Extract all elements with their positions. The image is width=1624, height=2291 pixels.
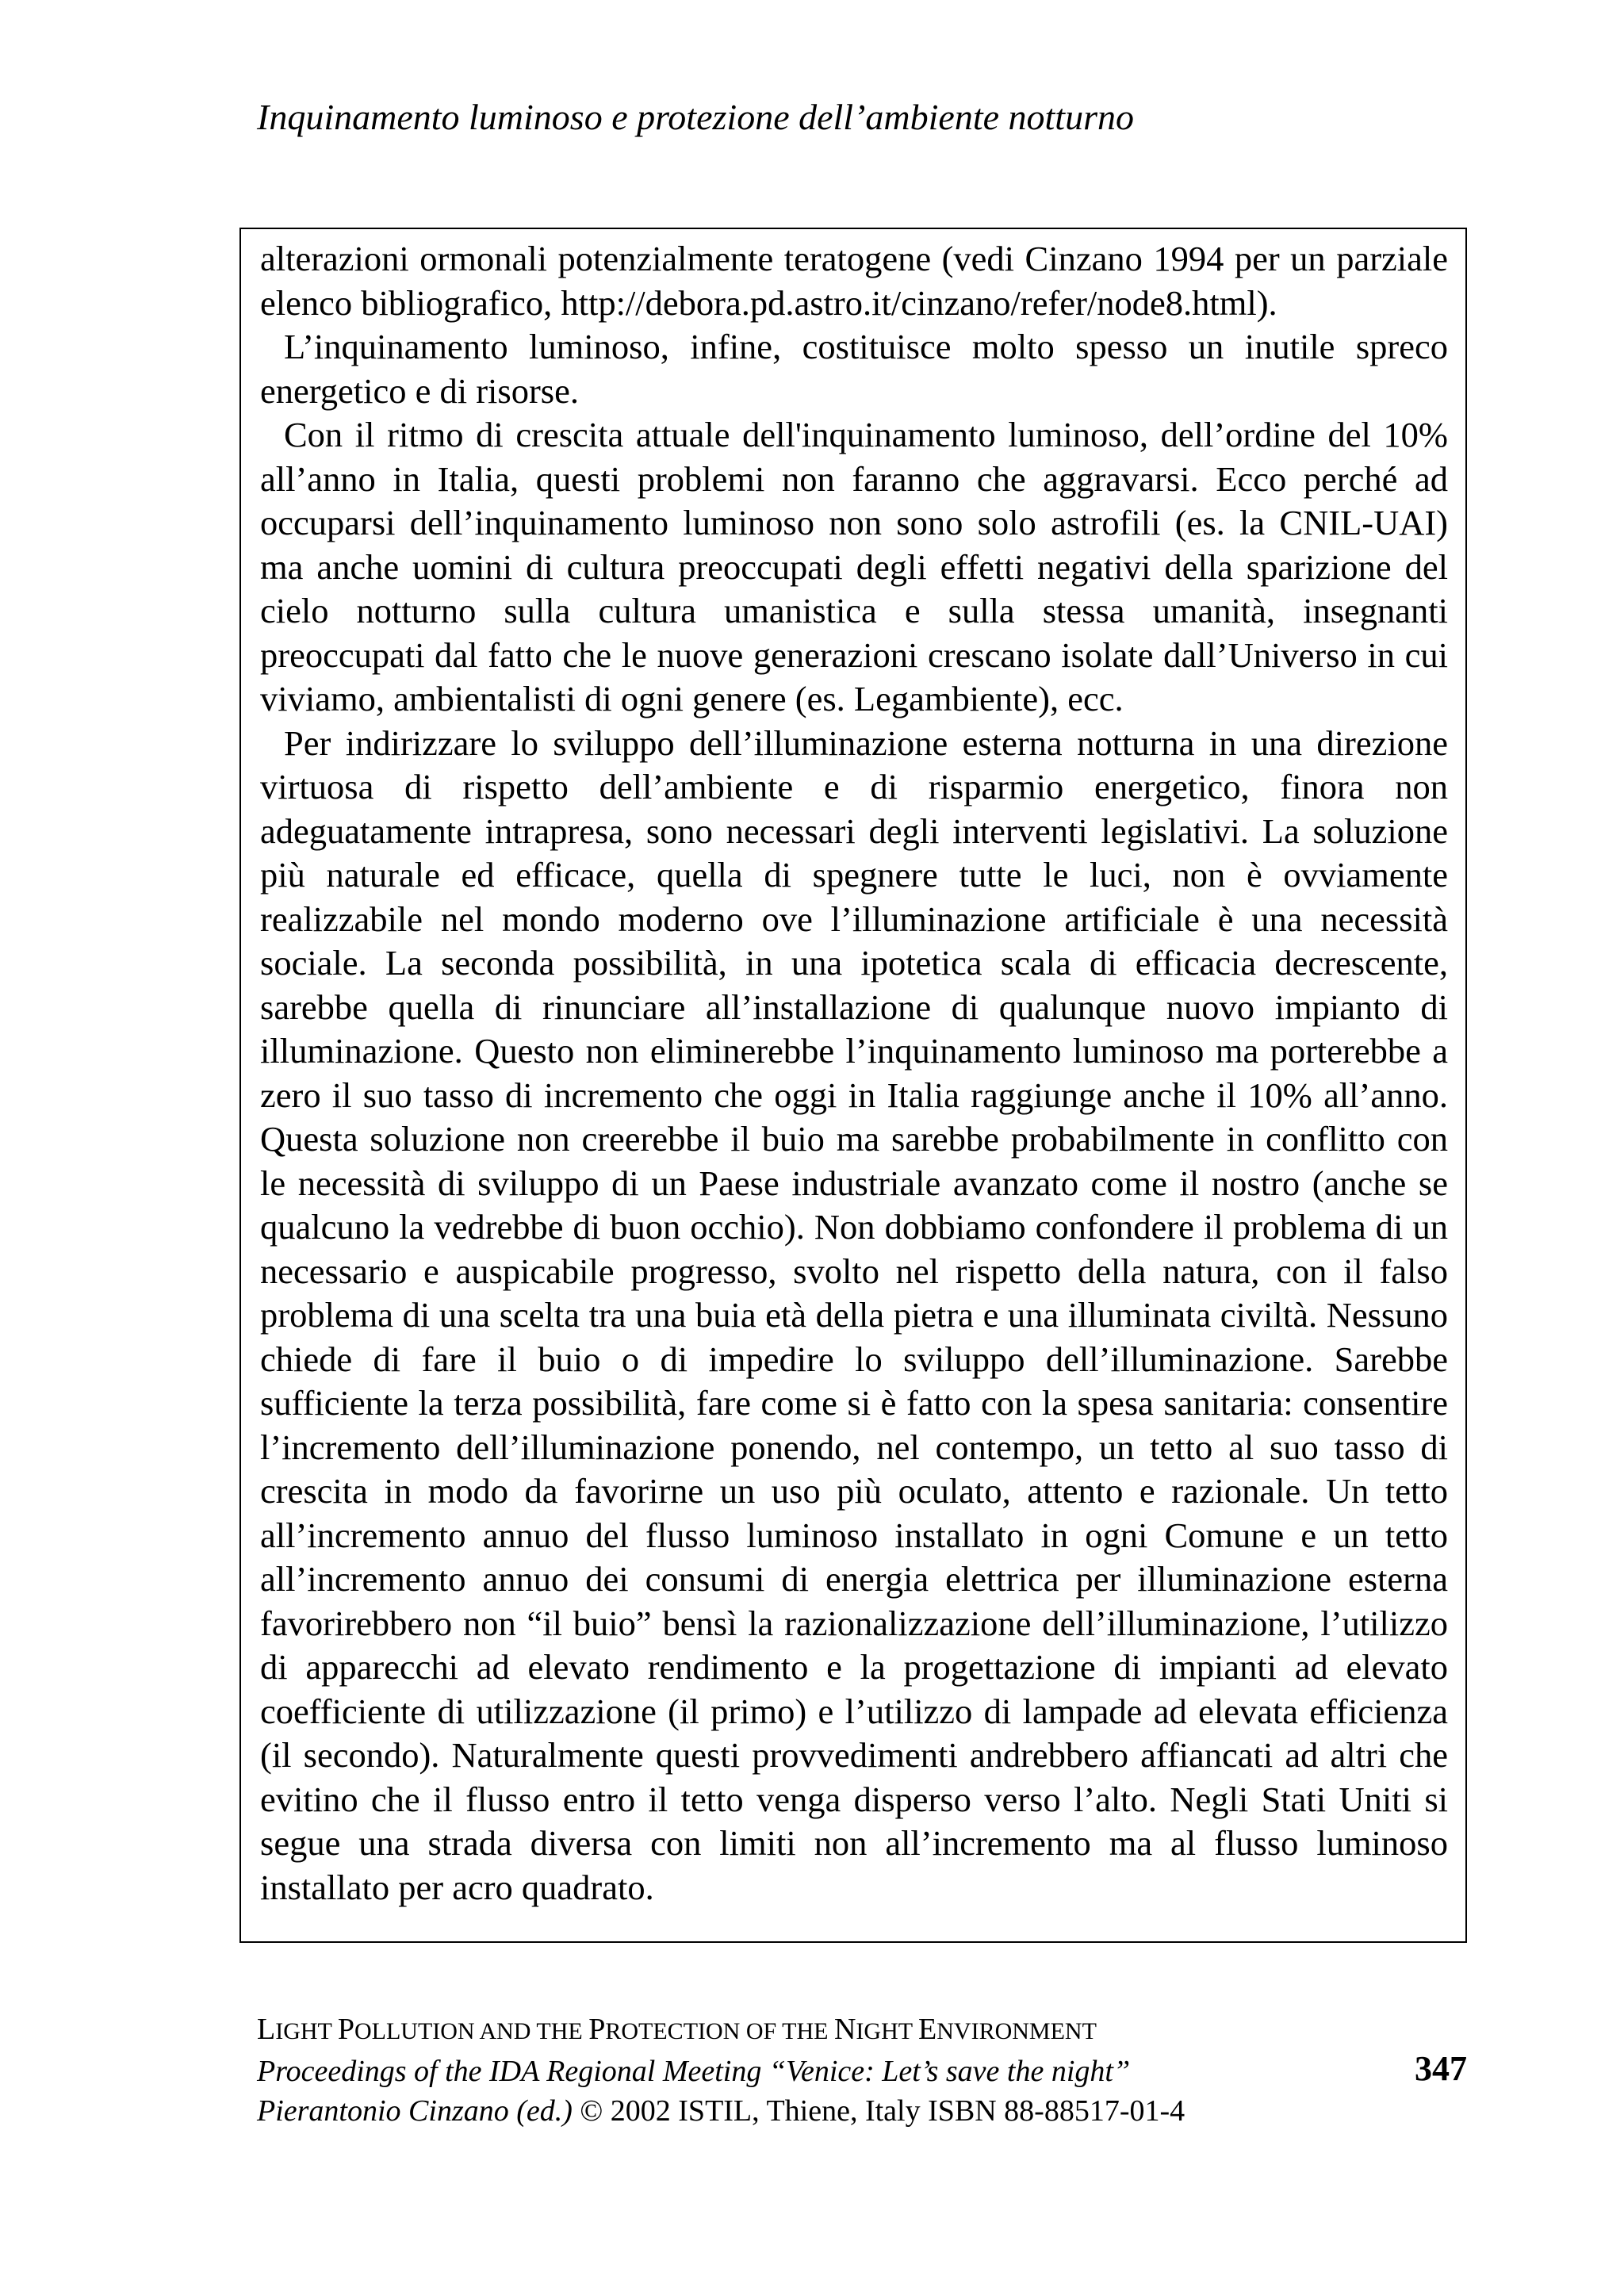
page-number: 347 bbox=[1415, 2049, 1467, 2088]
copyright-isbn: © 2002 ISTIL, Thiene, Italy ISBN 88-88517-01-4 bbox=[572, 2094, 1185, 2128]
paragraph-2: L’inquinamento luminoso, infine, costituisce molto spesso un inutile spreco energetico e di risorse. bbox=[260, 327, 1448, 411]
proceedings-line: Proceedings of the IDA Regional Meeting “Venice: Let’s save the night” bbox=[257, 2055, 1131, 2088]
editor-name: Pierantonio Cinzano (ed.) bbox=[257, 2094, 573, 2128]
page-footer bbox=[257, 2009, 1467, 2131]
boxed-text-block bbox=[239, 228, 1467, 1943]
running-header: Inquinamento luminoso e protezione dell’ambiente notturno bbox=[257, 97, 1134, 137]
editor-line bbox=[257, 2091, 1467, 2131]
paragraph-1: alterazioni ormonali potenzialmente teratogene (vedi Cinzano 1994 per un parziale elenco bibliografico, http://debora.pd.astro.it/cinzano/refer/node8.html). bbox=[260, 239, 1448, 323]
paragraph-3: Con il ritmo di crescita attuale dell'inquinamento luminoso, dell’ordine del 10% all’anno in Italia, questi problemi non faranno che aggravarsi. Ecco perché ad occuparsi dell’inquinamento luminoso non sono solo astrofili (es. la CNIL-UAI) ma anche uomini di cultura preoccupati degli effetti negativi della sparizione del cielo notturno sulla cultura umanistica e sulla stessa umanità, insegnanti preoccupati dal fatto che le nuove generazioni crescano isolate dall’Universo in cui viviamo, ambientalisti di ogni genere (es. Legambiente), ecc. bbox=[260, 415, 1448, 718]
series-title: LIGHT POLLUTION AND THE PROTECTION OF THE NIGHT ENVIRONMENT bbox=[257, 2013, 1097, 2046]
paragraph-4: Per indirizzare lo sviluppo dell’illuminazione esterna notturna in una direzione virtuosa di rispetto dell’ambiente e di risparmio energetico, finora non adeguatamente intrapresa, sono necessari degli interventi legislativi. La soluzione più naturale ed efficace, quella di spegnere tutte le luci, non è ovviamente realizzabile nel mondo moderno ove l’illuminazione artificiale è una necessità sociale. La seconda possibilità, in una ipotetica scala di efficacia decrescente, sarebbe quella di rinunciare all’installazione di qualunque nuovo impianto di illuminazione. Questo non eliminerebbe l’inquinamento luminoso ma porterebbe a zero il suo tasso di incremento che oggi in Italia raggiunge anche il 10% all’anno. Questa soluzione non creerebbe il buio ma sarebbe probabilmente in conflitto con le necessità di sviluppo di un Paese industriale avanzato come il nostro (anche se qualcuno la vedrebbe di buon occhio). Non dobbiamo confondere il problema di un necessario e auspicabile progresso, svolto nel rispetto della natura, con il falso problema di una scelta tra una buia età della pietra e una illuminata civiltà. Nessuno chiede di fare il buio o di impedire lo sviluppo dell’illuminazione. Sarebbe sufficiente la terza possibilità, fare come si è fatto con la spesa sanitaria: consentire l’incremento dell’illuminazione ponendo, nel contempo, un tetto al suo tasso di crescita in modo da favorirne un uso più oculato, attento e razionale. Un tetto all’incremento annuo del flusso luminoso installato in ogni Comune e un tetto all’incremento annuo dei consumi di energia elettrica per illuminazione esterna favorirebbero non “il buio” bensì la razionalizzazione dell’illuminazione, l’utilizzo di apparecchi ad elevato rendimento e la progettazione di impianti ad elevato coefficiente di utilizzazione (il primo) e l’utilizzo di lampade ad elevata efficienza (il secondo). Naturalmente questi provvedimenti andrebbero affiancati ad altri che evitino che il flusso entro il tetto venga disperso verso l’alto. Negli Stati Uniti si segue una strada diversa con limiti non all’incremento ma al flusso luminoso installato per acro quadrato. bbox=[260, 722, 1448, 1907]
